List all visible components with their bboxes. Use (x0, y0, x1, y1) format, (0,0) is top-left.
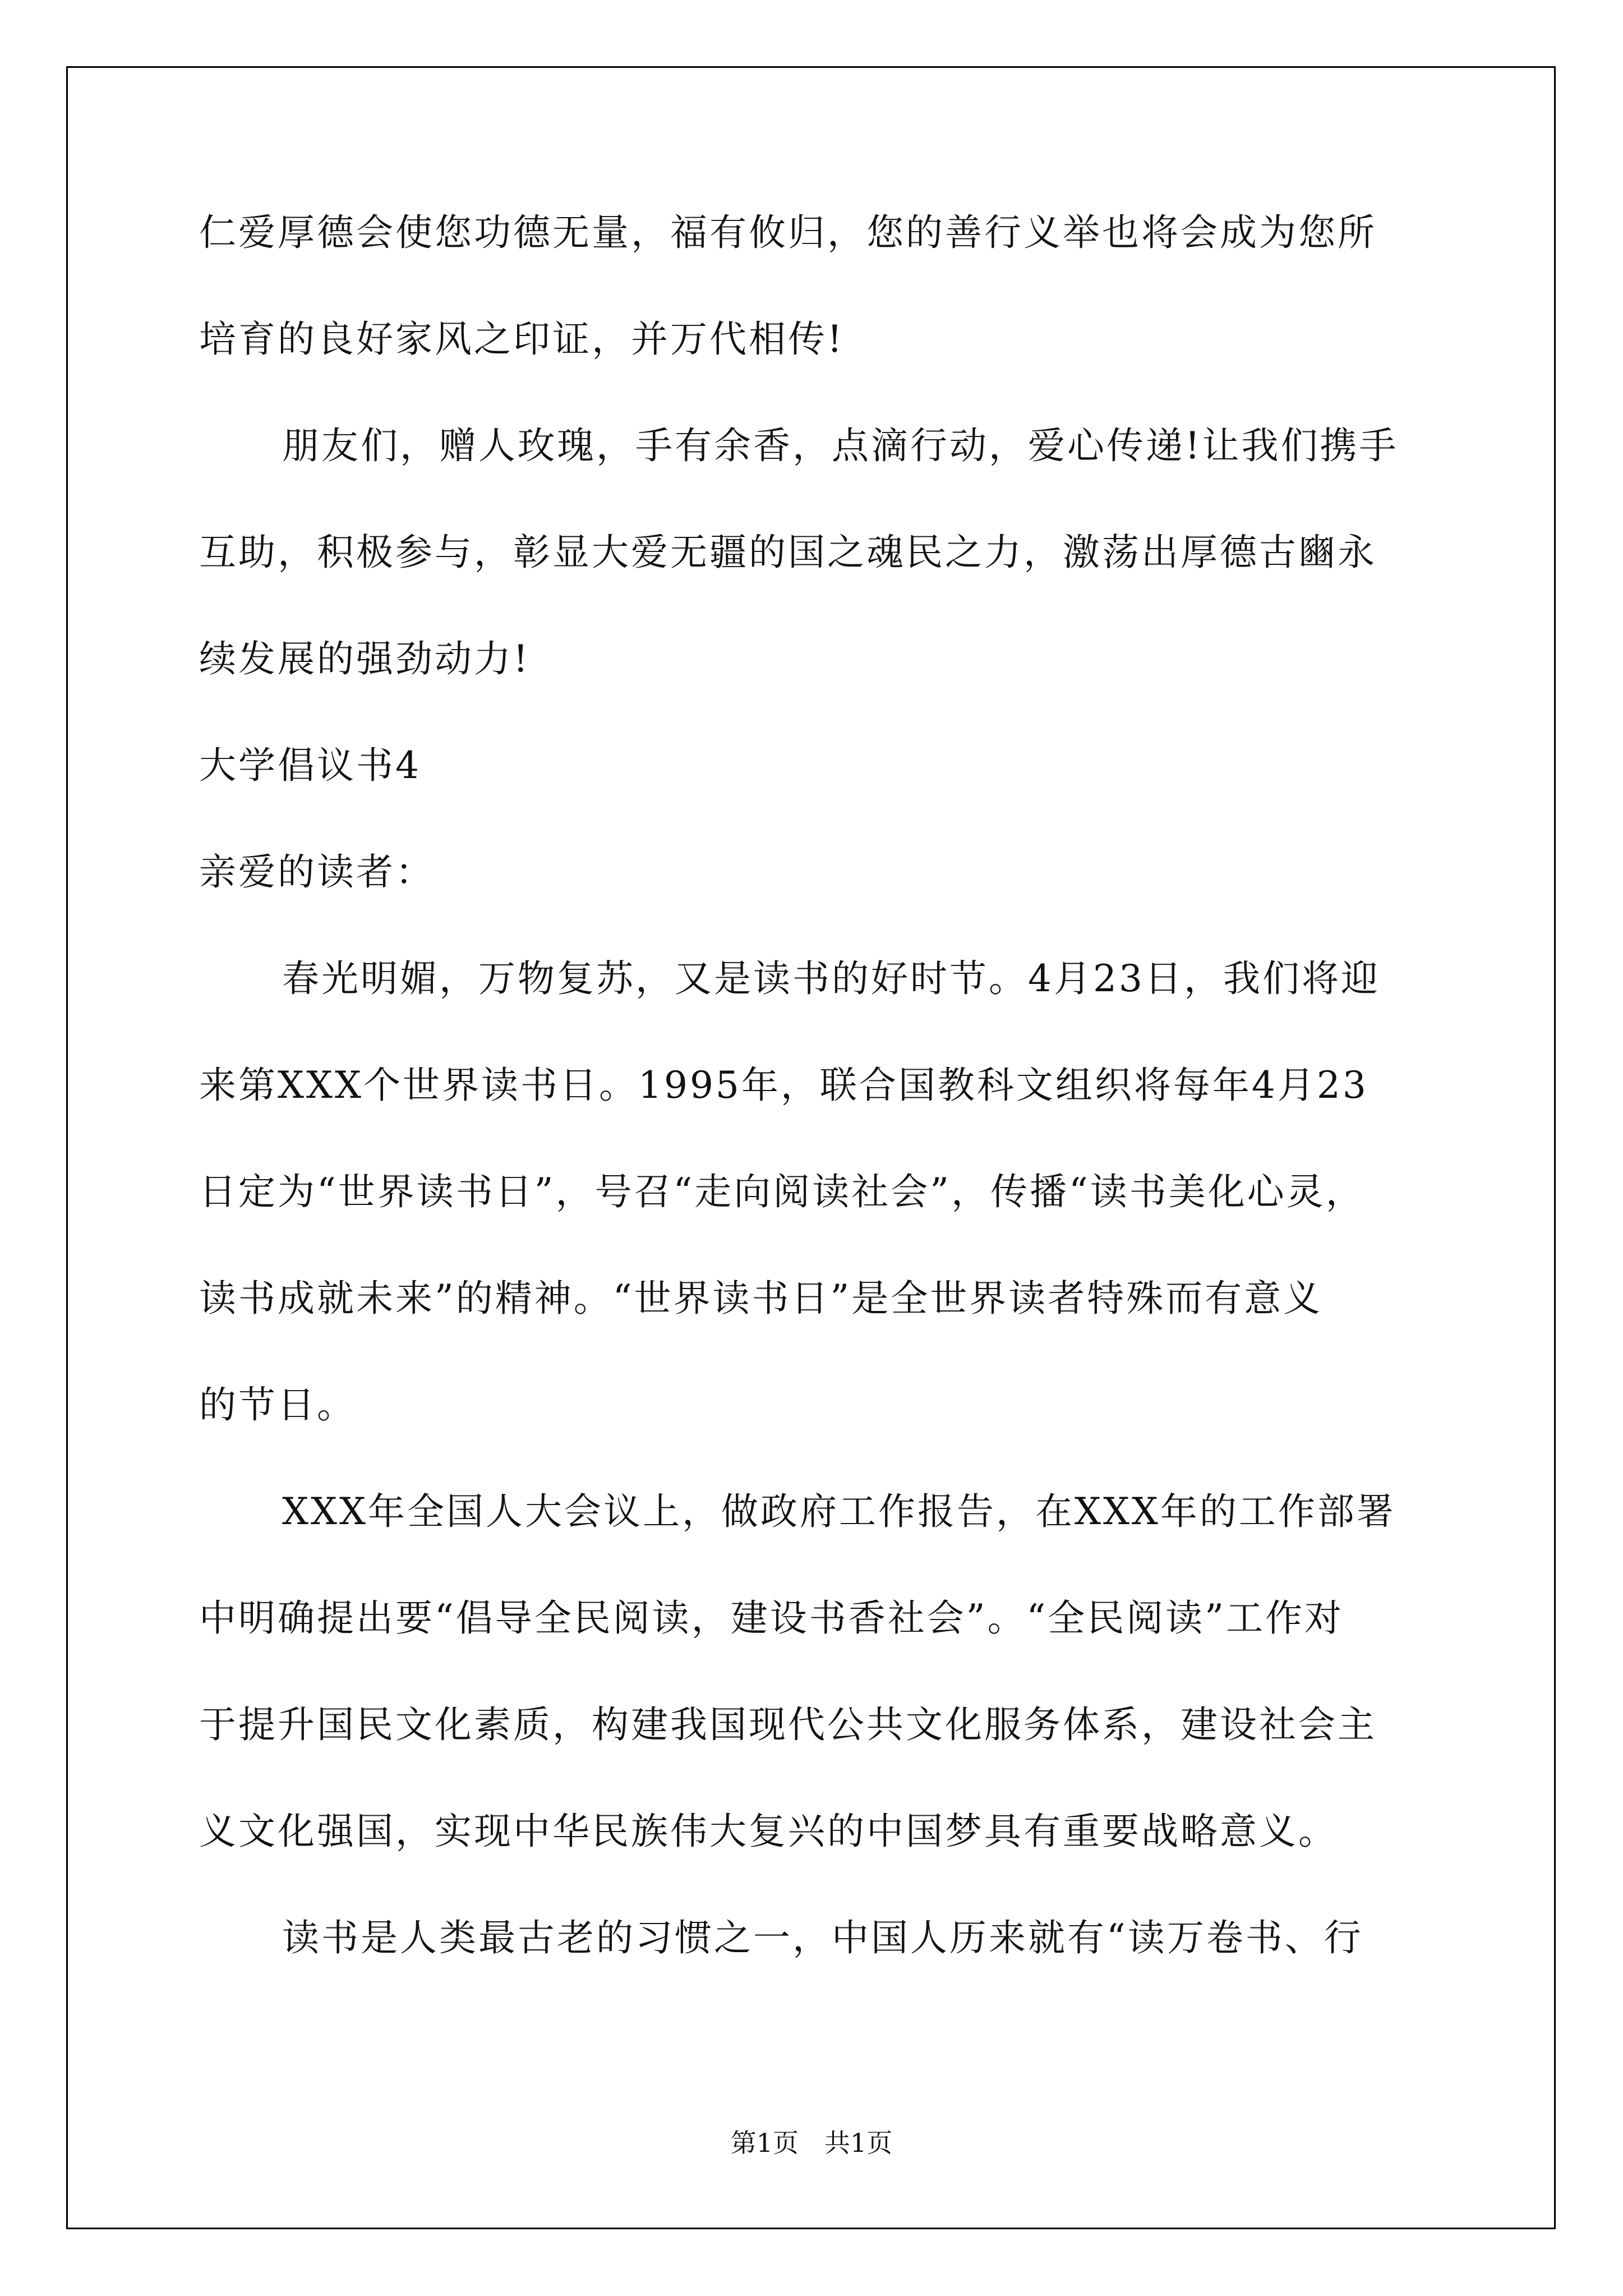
text-line: 朋友们，赠人玫瑰，手有余香，点滴行动，爱心传递!让我们携手 (282, 424, 1399, 467)
text-line: XXX年全国人大会议上，做政府工作报告，在XXX年的工作部署 (282, 1490, 1396, 1533)
text-line: 日定为“世界读书日”，号召“走向阅读社会”，传播“读书美化心灵， (199, 1170, 1365, 1213)
text-line: 的节日。 (199, 1383, 356, 1427)
text-line: 春光明媚，万物复苏，又是读书的好时节。4月23日，我们将迎 (282, 957, 1380, 1000)
text-line: 仁爱厚德会使您功德无量，福有攸归，您的善行义举也将会成为您所 (199, 211, 1377, 254)
salutation: 亲爱的读者： (199, 850, 435, 894)
text-line: 读书成就未来”的精神。“世界读书日”是全世界读者特殊而有意义 (199, 1277, 1323, 1320)
text-line: 培育的良好家风之印证，并万代相传! (199, 318, 845, 361)
text-line: 读书是人类最古老的习惯之一，中国人历来就有“读万卷书、行 (282, 1916, 1363, 1959)
text-line: 中明确提出要“倡导全民阅读，建设书香社会”。“全民阅读”工作对 (199, 1596, 1344, 1640)
page-number-footer: 第1页 共1页 (730, 2128, 893, 2158)
page-border (66, 66, 1556, 2229)
text-line: 来第XXX个世界读书日。1995年，联合国教科文组织将每年4月23 (199, 1064, 1368, 1107)
text-line: 互助，积极参与，彰显大爱无疆的国之魂民之力，激荡出厚德古豳永 (199, 531, 1377, 574)
text-line: 续发展的强劲动力! (199, 637, 531, 680)
section-title: 大学倡议书4 (199, 744, 421, 787)
text-line: 义文化强国，实现中华民族伟大复兴的中国梦具有重要战略意义。 (199, 1810, 1338, 1853)
text-line: 于提升国民文化素质，构建我国现代公共文化服务体系，建设社会主 (199, 1703, 1377, 1746)
